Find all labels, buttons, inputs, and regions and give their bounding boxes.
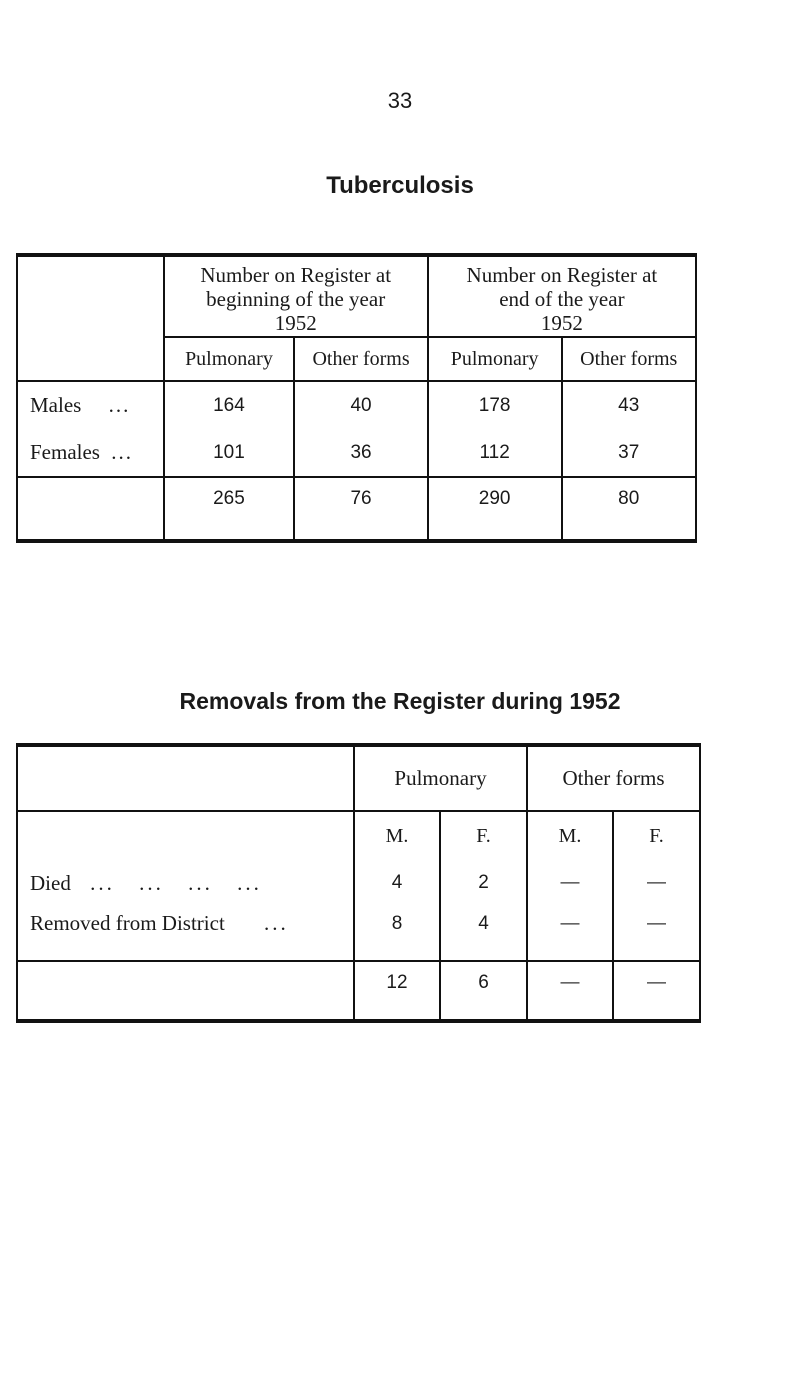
table2-group-header-other-forms: Other forms [527, 745, 700, 811]
total-cell: 265 [164, 477, 295, 541]
row-label [17, 861, 354, 905]
table2-totals-row [17, 961, 700, 1021]
page-number: 33 [387, 88, 413, 113]
data-cell: — [613, 861, 700, 905]
header-line: beginning of the year [206, 287, 386, 311]
data-cell: 37 [562, 429, 697, 477]
data-cell: 112 [428, 429, 562, 477]
total-cell: 12 [354, 961, 440, 1021]
total-cell: 76 [294, 477, 427, 541]
row-label [17, 381, 164, 429]
sub-header-cell: M. [527, 811, 613, 861]
leader-dots: ... [264, 911, 289, 935]
total-cell: — [613, 961, 700, 1021]
data-cell: 8 [354, 905, 440, 961]
table1-group-header-row [17, 255, 696, 337]
header-line: end of the year [499, 287, 625, 311]
header-line: 1952 [540, 311, 583, 335]
table2-row-died [17, 861, 700, 905]
table2-group-header-pulmonary: Pulmonary [354, 745, 527, 811]
total-cell: 290 [428, 477, 562, 541]
data-cell: 36 [294, 429, 427, 477]
totals-label-cell [17, 961, 354, 1021]
data-cell: 178 [428, 381, 562, 429]
header-line: Number on Register at [466, 263, 658, 287]
table1-totals-row [17, 477, 696, 541]
table2-corner-cell [17, 745, 354, 811]
data-cell: 4 [440, 905, 527, 961]
sub-header-cell: F. [440, 811, 527, 861]
sub-header-cell: Other forms [562, 337, 697, 381]
table2-row-removed-from-district [17, 905, 700, 961]
table1-group-header-end [428, 255, 696, 337]
removals-table [16, 743, 701, 1023]
data-cell: 40 [294, 381, 427, 429]
data-cell: — [527, 861, 613, 905]
data-cell: 164 [164, 381, 295, 429]
header-line: Number on Register at [200, 263, 392, 287]
total-cell: — [527, 961, 613, 1021]
table1-row-males [17, 381, 696, 429]
data-cell: — [613, 905, 700, 961]
header-line: 1952 [274, 311, 317, 335]
table2-label-spacer [17, 811, 354, 861]
data-cell: 4 [354, 861, 440, 905]
sub-header-cell: F. [613, 811, 700, 861]
leader-dots: ... [111, 440, 133, 464]
data-cell: 101 [164, 429, 295, 477]
row-label-text: Died [30, 870, 71, 895]
sub-header-cell: Other forms [294, 337, 427, 381]
row-label-text: Males [30, 393, 82, 417]
table2-title: Removals from the Register during 1952 [179, 688, 621, 714]
sub-header-cell: Pulmonary [428, 337, 562, 381]
data-cell: — [527, 905, 613, 961]
row-label-text: Removed from District [30, 911, 225, 935]
table1-group-header-beginning [164, 255, 428, 337]
data-cell: 2 [440, 861, 527, 905]
table1-row-females [17, 429, 696, 477]
table2-group-header-row [17, 745, 700, 811]
table1-corner-cell [17, 255, 164, 381]
row-label [17, 429, 164, 477]
sub-header-cell: Pulmonary [164, 337, 295, 381]
total-cell: 80 [562, 477, 697, 541]
table2-sub-header-row [17, 811, 700, 861]
row-label [17, 905, 354, 961]
tuberculosis-register-table [16, 253, 697, 543]
totals-label-cell [17, 477, 164, 541]
leader-dots: ... [108, 393, 131, 417]
data-cell: 43 [562, 381, 697, 429]
leader-dots: ... ... ... ... [90, 870, 262, 895]
table1-title: Tuberculosis [326, 172, 474, 199]
sub-header-cell: M. [354, 811, 440, 861]
total-cell: 6 [440, 961, 527, 1021]
row-label-text: Females [30, 440, 100, 464]
